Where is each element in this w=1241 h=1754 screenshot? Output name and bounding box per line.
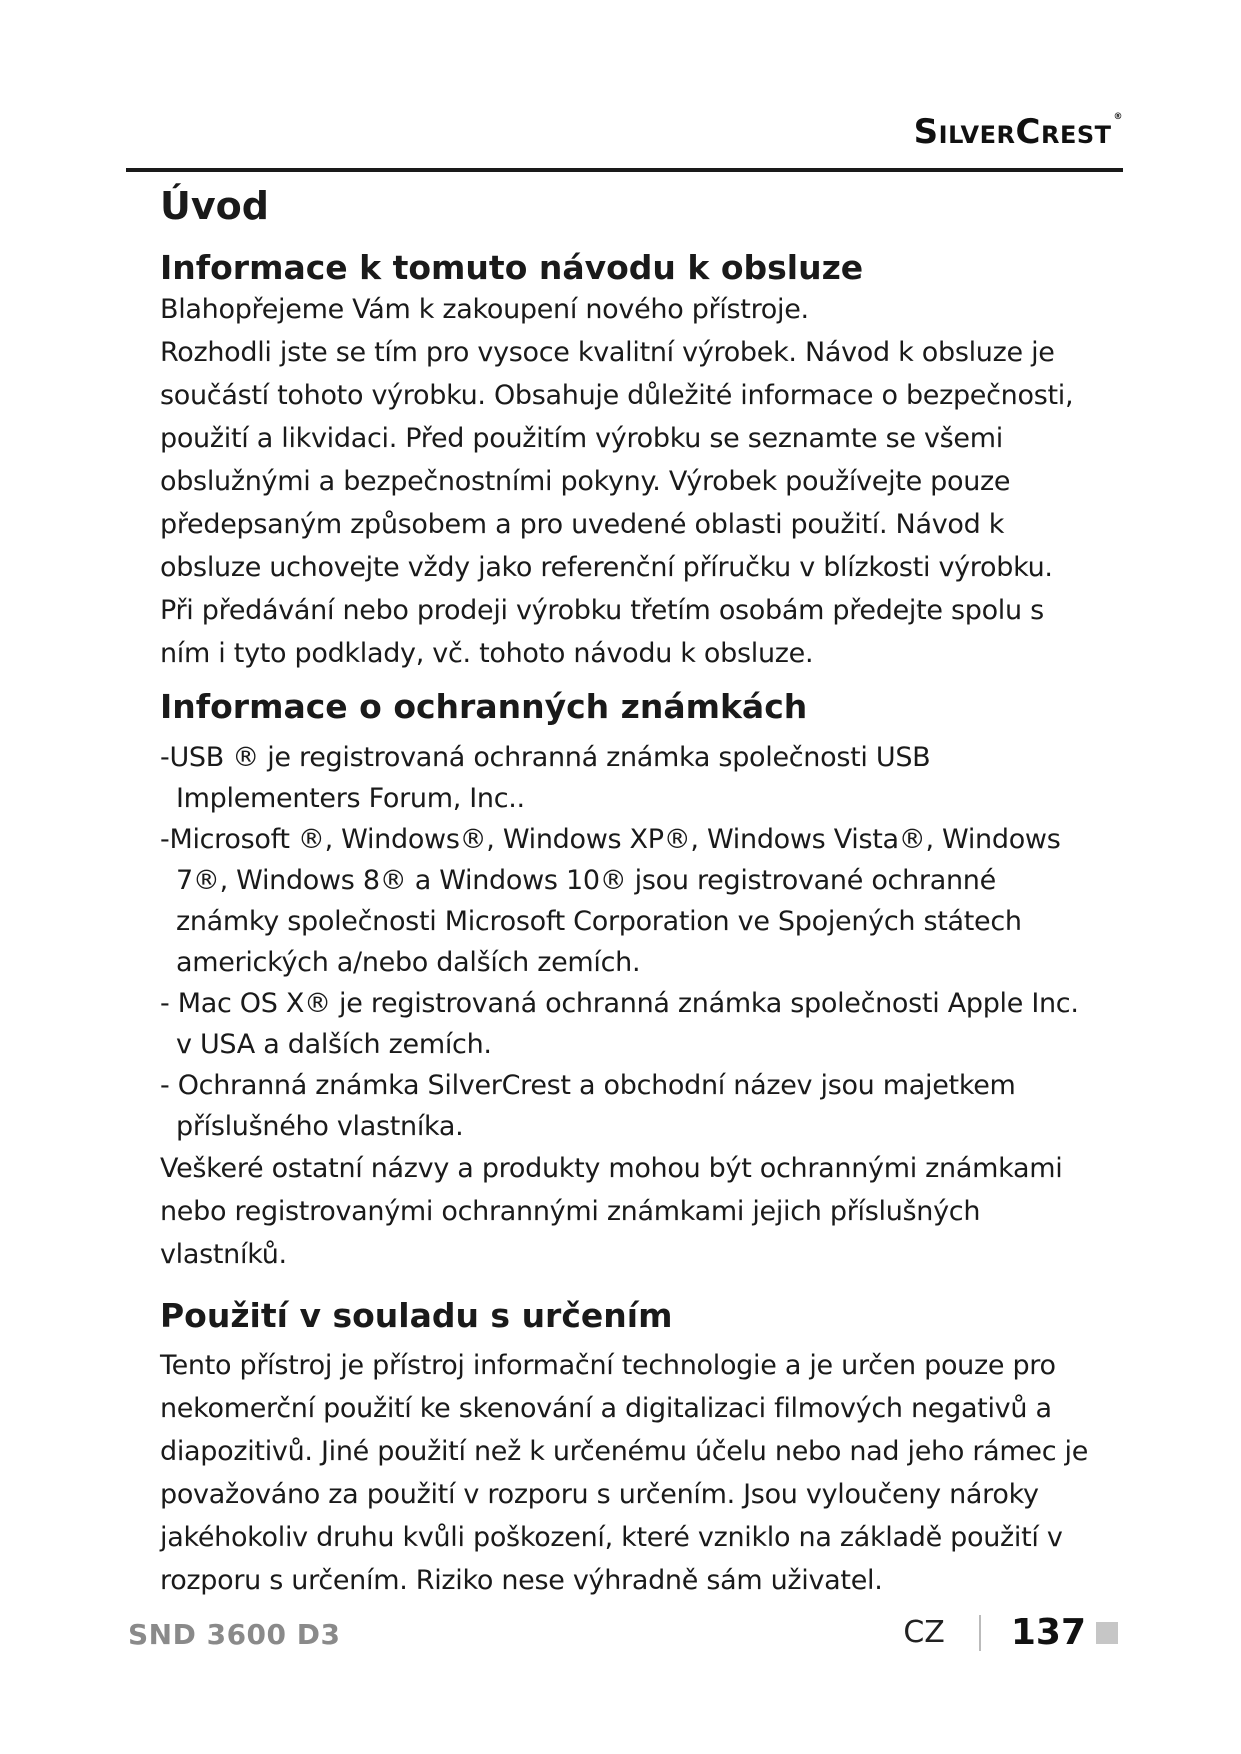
- header-rule: [126, 168, 1123, 172]
- page-title: Úvod: [160, 184, 269, 228]
- footer-square-marker: [1096, 1622, 1118, 1644]
- section-heading-manual-info: Informace k tomuto návodu k obsluze: [160, 248, 864, 287]
- footer-divider: [979, 1615, 981, 1651]
- footer-page-number: 137: [1010, 1612, 1086, 1653]
- trademark-item-microsoft: -Microsoft ®, Windows®, Windows XP®, Windows Vista®, Windows 7®, Windows 8® a Windows 10® jsou registrované ochranné známky společnosti Microsoft Corporation ve Spojených státech amerických a/nebo dalších zemích.: [160, 824, 1061, 978]
- section-heading-trademarks: Informace o ochranných známkách: [160, 687, 808, 726]
- footer-model-number: SND 3600 D3: [128, 1618, 341, 1651]
- trademark-paragraph: Veškeré ostatní názvy a produkty mohou být ochrannými známkami nebo registrovanými ochrannými známkami jejich příslušných vlastníků.: [160, 1153, 1063, 1270]
- section-heading-intended-use: Použití v souladu s určením: [160, 1296, 673, 1335]
- trademark-item-silvercrest: - Ochranná známka SilverCrest a obchodní název jsou majetkem příslušného vlastníka.: [160, 1070, 1016, 1142]
- manual-info-paragraph-1: Blahopřejeme Vám k zakoupení nového přístroje.: [160, 294, 809, 325]
- brand-registered-mark: ®: [1113, 112, 1123, 122]
- footer-page-info: [903, 1612, 1118, 1653]
- footer-language: CZ: [903, 1615, 945, 1650]
- trademark-item-usb: -USB ® je registrovaná ochranná známka společnosti USB Implementers Forum, Inc..: [160, 742, 931, 814]
- brand-logo: [914, 112, 1123, 152]
- page-content: [160, 178, 1090, 1602]
- manual-info-paragraph-2: Rozhodli jste se tím pro vysoce kvalitní výrobek. Návod k obsluze je součástí tohoto výrobku. Obsahuje důležité informace o bezpečnosti, použití a likvidaci. Před použitím výrobku se seznamte se všemi obslužnými a bezpečnostními pokyny. Výrobek používejte pouze předepsaným způsobem a pro uvedené oblasti použití. Návod k obsluze uchovejte vždy jako referenční příručku v blízkosti výrobku. Při předávání nebo prodeji výrobku třetím osobám předejte spolu s ním i tyto podklady, vč. tohoto návodu k obsluze.: [160, 337, 1074, 669]
- trademark-list: [160, 737, 1090, 1147]
- trademark-item-apple: - Mac OS X® je registrovaná ochranná známka společnosti Apple Inc. v USA a dalších zemích.: [160, 988, 1079, 1060]
- intended-use-paragraph: Tento přístroj je přístroj informační technologie a je určen pouze pro nekomerční použití ke skenování a digitalizaci filmových negativů a diapozitivů. Jiné použití než k určenému účelu nebo nad jeho rámec je považováno za použití v rozporu s určením. Jsou vyloučeny nároky jakéhokoliv druhu kvůli poškození, které vzniklo na základě použití v rozporu s určením. Riziko nese výhradně sám uživatel.: [160, 1350, 1089, 1596]
- brand-name: SilverCrest: [913, 112, 1112, 152]
